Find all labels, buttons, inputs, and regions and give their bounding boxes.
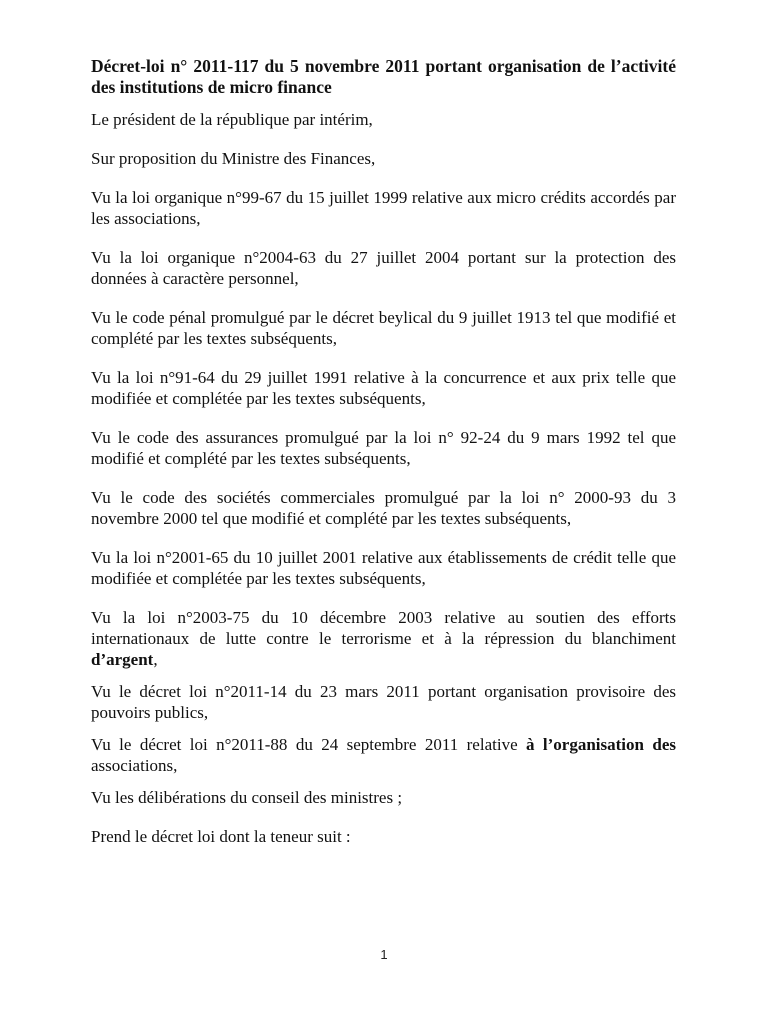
paragraph-code-assurances: Vu le code des assurances promulgué par la loi n° 92-24 du 9 mars 1992 tel que modifié et complété par les textes subséquents, bbox=[91, 428, 676, 468]
paragraph-code-penal: Vu le code pénal promulgué par le décret beylical du 9 juillet 1913 tel que modifié et complété par les textes subséquents, bbox=[91, 308, 676, 348]
paragraph-prend: Prend le décret loi dont la teneur suit : bbox=[91, 827, 351, 846]
paragraph-loi-2003-75 bbox=[91, 607, 676, 670]
paragraph-loi-2001-65: Vu la loi n°2001-65 du 10 juillet 2001 relative aux établissements de crédit telle que modifiée et complétée par les textes subséquents, bbox=[91, 548, 676, 588]
paragraph-president: Le président de la république par intérim, bbox=[91, 110, 373, 129]
paragraph-decret-2011-88-end: associations, bbox=[91, 756, 178, 775]
paragraph-deliberations: Vu les délibérations du conseil des ministres ; bbox=[91, 788, 403, 807]
paragraph-loi-91-64: Vu la loi n°91-64 du 29 juillet 1991 relative à la concurrence et aux prix telle que modifiée et complétée par les textes subséquents, bbox=[91, 368, 676, 408]
paragraph-decret-2011-88-bold: à l’organisation des bbox=[526, 735, 676, 754]
decree-title: Décret-loi n° 2011-117 du 5 novembre 2011 portant organisation de l’activité des institutions de micro finance bbox=[91, 56, 676, 97]
paragraph-decret-2011-88-text: Vu le décret loi n°2011-88 du 24 septembre 2011 relative bbox=[91, 735, 527, 754]
paragraph-decret-2011-14: Vu le décret loi n°2011-14 du 23 mars 2011 portant organisation provisoire des pouvoirs publics, bbox=[91, 682, 676, 722]
paragraph-loi-2003-75-text: Vu la loi n°2003-75 du 10 décembre 2003 relative au soutien des efforts internationaux de lutte contre le terrorisme et à la répression du blanchiment bbox=[91, 608, 676, 648]
paragraph-code-societes: Vu le code des sociétés commerciales promulgué par la loi n° 2000-93 du 3 novembre 2000 tel que modifié et complété par les textes subséquents, bbox=[91, 488, 676, 528]
document-page bbox=[91, 56, 676, 865]
paragraph-decret-2011-88 bbox=[91, 734, 676, 776]
paragraph-proposition: Sur proposition du Ministre des Finances, bbox=[91, 149, 376, 168]
paragraph-loi-99-67: Vu la loi organique n°99-67 du 15 juillet 1999 relative aux micro crédits accordés par les associations, bbox=[91, 188, 676, 228]
page-number: 1 bbox=[380, 947, 388, 962]
paragraph-loi-2004-63: Vu la loi organique n°2004-63 du 27 juillet 2004 portant sur la protection des données à caractère personnel, bbox=[91, 248, 676, 288]
paragraph-loi-2003-75-bold: d’argent bbox=[91, 650, 154, 669]
paragraph-loi-2003-75-end: , bbox=[153, 650, 158, 669]
